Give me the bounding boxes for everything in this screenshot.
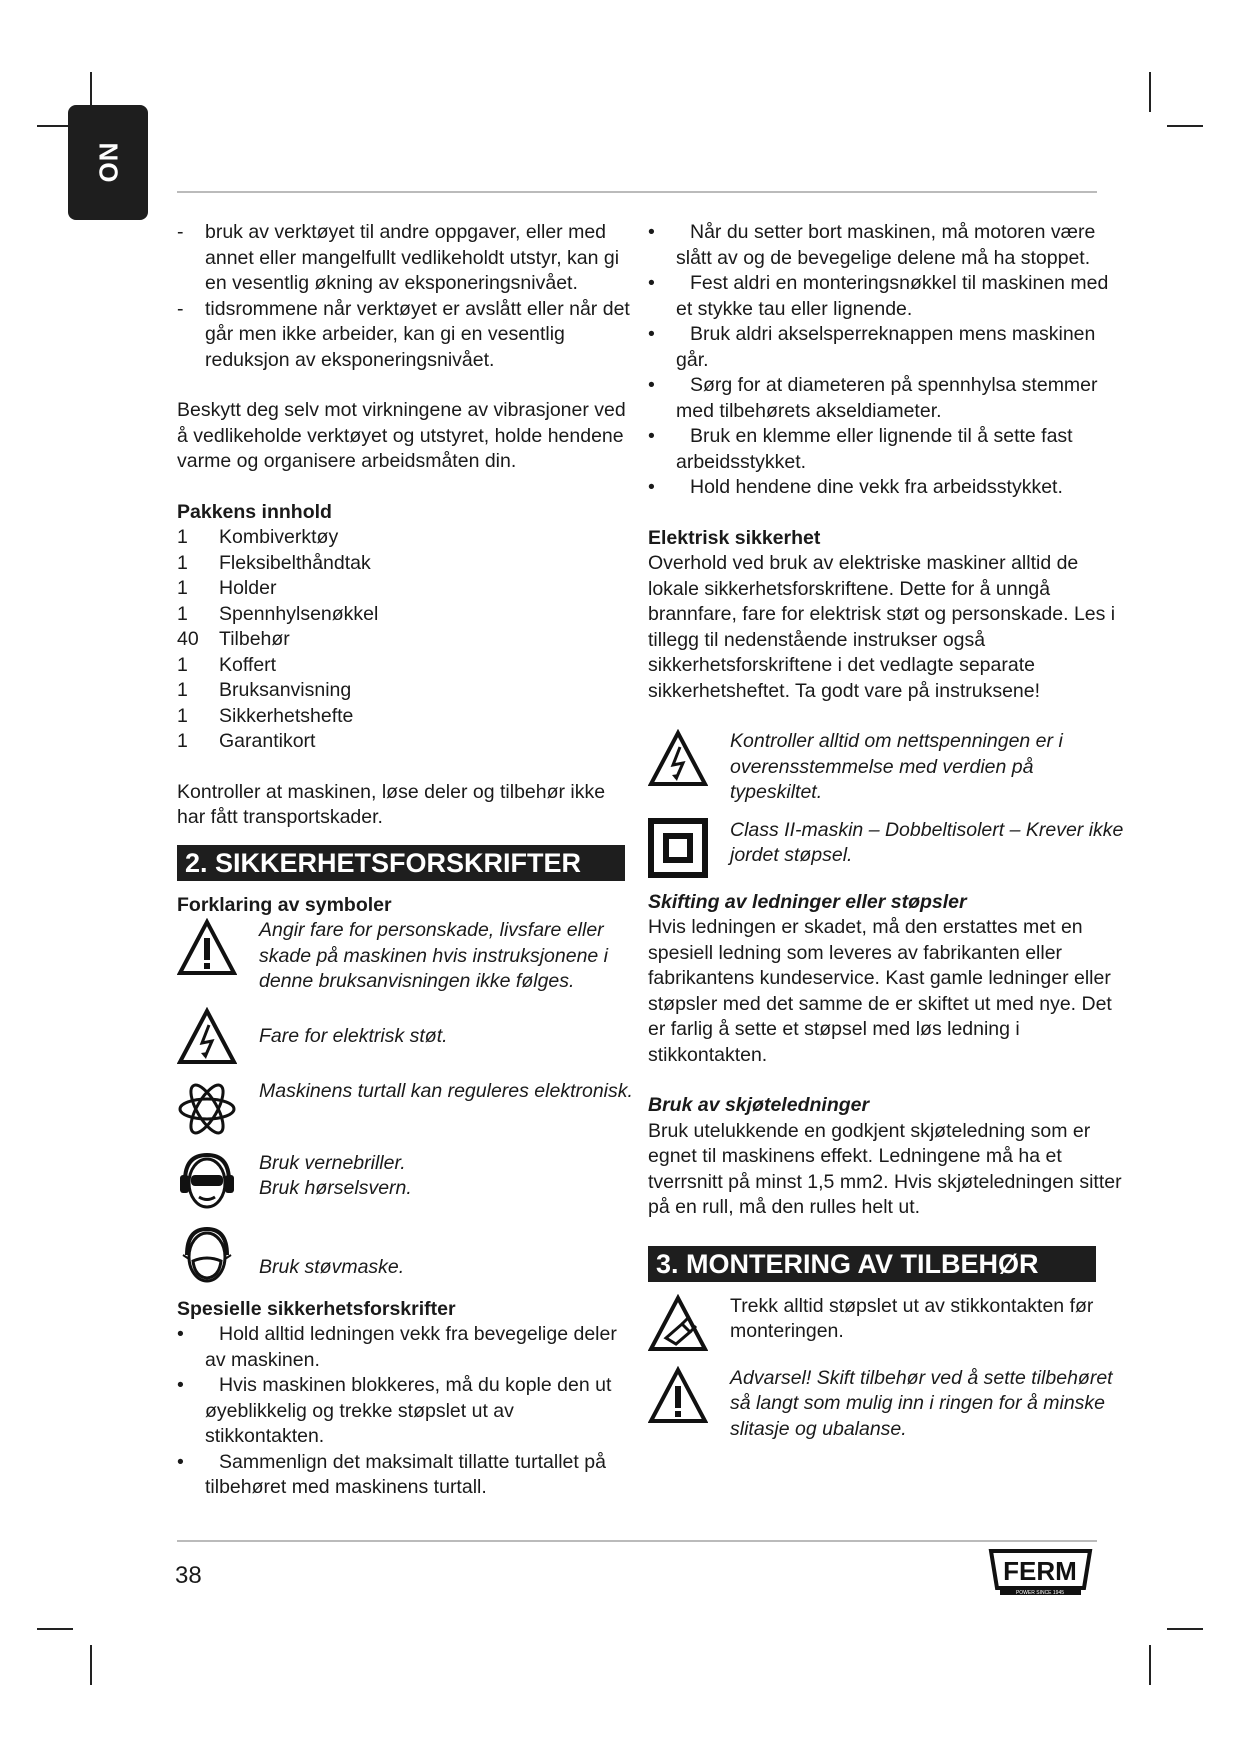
symbol-row	[177, 1079, 637, 1139]
electric-shock-icon	[177, 1007, 237, 1067]
footer-rule	[177, 1540, 1097, 1542]
section-2-title: 2. SIKKERHETSFORSKRIFTER	[177, 845, 625, 881]
bullet-item: • Fest aldri en monteringsnøkkel til maskinen med et stykke tau eller lignende.	[648, 272, 1109, 320]
symbol-text: Bruk støvmaske.	[259, 1255, 405, 1278]
symbol-row	[648, 1294, 1124, 1354]
package-item: 1 Spennhylsenøkkel	[177, 602, 379, 625]
transport-check-text: Kontroller at maskinen, løse deler og tilbehør ikke har fått transportskader.	[177, 780, 606, 828]
right-column	[648, 220, 1124, 1454]
crop-mark	[1149, 1645, 1151, 1685]
vibration-protect-text: Beskytt deg selv mot virkningene av vibrasjoner ved å vedlikeholde verktøyet og utstyret, holde hendene varme og organisere arbeidsmåten din.	[177, 399, 626, 472]
crop-mark	[37, 1628, 73, 1630]
extension-text: Bruk utelukkende en godkjent skjøteledning som er egnet til maskinens effekt. Ledningene må ha et tverrsnitt på minst 1,5 mm2. Hvis skjøteledningen sitter på en rull, må den rulles helt ut.	[648, 1119, 1122, 1218]
left-column	[177, 220, 637, 1501]
symbol-row	[648, 1366, 1124, 1443]
symbol-row	[177, 1007, 637, 1067]
special-item: • Hvis maskinen blokkeres, må du kople den ut øyeblikkelig og trekke støpslet ut av stikkontakten.	[177, 1374, 612, 1447]
bullet-item: • Hold hendene dine vekk fra arbeidsstykket.	[648, 476, 1063, 498]
warning-icon	[177, 918, 237, 978]
unplug-text: Trekk alltid støpslet ut av stikkontakten før monteringen.	[730, 1294, 1094, 1342]
warning-icon	[648, 1366, 708, 1426]
crop-mark	[1167, 1628, 1203, 1630]
electric-shock-icon	[648, 729, 708, 789]
special-item: • Hold alltid ledningen vekk fra bevegelige deler av maskinen.	[177, 1323, 617, 1371]
package-item: 1 Sikkerhetshefte	[177, 704, 354, 727]
electric-heading: Elektrisk sikkerhet	[648, 526, 821, 549]
symbol-text: Maskinens turtall kan reguleres elektronisk.	[259, 1079, 633, 1102]
header-rule	[177, 191, 1097, 193]
bullet-item: • Bruk aldri akselsperreknappen mens maskinen går.	[648, 323, 1096, 371]
package-heading: Pakkens innhold	[177, 500, 332, 523]
section-3-title: 3. MONTERING AV TILBEHØR	[648, 1246, 1096, 1282]
class2-text: Class II-maskin – Dobbeltisolert – Krever ikke jordet støpsel.	[730, 818, 1124, 866]
symbol-text: Bruk hørselsvern.	[259, 1177, 412, 1199]
goggles-earmuffs-icon	[177, 1151, 237, 1211]
dust-mask-icon	[177, 1225, 237, 1285]
symbol-row	[177, 1151, 637, 1211]
caution-text: Advarsel! Skift tilbehør ved å sette tilbehøret så langt som mulig inn i ringen for å minske slitasje og ubalanse.	[730, 1366, 1113, 1440]
special-heading: Spesielle sikkerhetsforskrifter	[177, 1297, 456, 1320]
symbol-text: Bruk vernebriller.	[259, 1151, 406, 1174]
language-tab	[68, 105, 148, 220]
special-item: • Sammenlign det maksimalt tillatte turtallet på tilbehøret med maskinens turtall.	[177, 1450, 606, 1498]
dash-item: - tidsrommene når verktøyet er avslått eller når det går men ikke arbeider, kan gi en vesentlig reduksjon av eksponeringsnivået.	[177, 297, 630, 371]
symbol-text: Angir fare for personskade, livsfare eller skade på maskinen hvis instruksjonene i denne bruksanvisningen ikke følges.	[259, 919, 609, 992]
crop-mark	[1167, 125, 1203, 127]
electric-text: Overhold ved bruk av elektriske maskiner alltid de lokale sikkerhetsforskriftene. Dette for å unngå brannfare, fare for elektrisk støt og personskade. Les i tillegg til nedenstående instrukser også sikkerhetsforskriftene i det vedlagte separate sikkerhetsheftet. Ta godt vare på instruksene!	[648, 552, 1116, 702]
crop-mark	[90, 1645, 92, 1685]
package-item: 1 Garantikort	[177, 730, 316, 752]
package-item: 1 Koffert	[177, 653, 277, 676]
bullet-item: • Bruk en klemme eller lignende til å sette fast arbeidsstykket.	[648, 425, 1073, 473]
voltage-text: Kontroller alltid om nettspenningen er i overensstemmelse med verdien på typeskiltet.	[730, 730, 1063, 803]
bullet-item: • Sørg for at diameteren på spennhylsa stemmer med tilbehørets akseldiameter.	[648, 374, 1098, 422]
logo-text: FERM	[1003, 1556, 1077, 1586]
logo-sub: POWER SINCE 1945	[1015, 1590, 1065, 1596]
symbol-row	[177, 918, 637, 995]
crop-mark	[1149, 72, 1151, 112]
cable-heading: Skifting av ledninger eller støpsler	[648, 890, 967, 913]
package-item: 40 Tilbehør	[177, 628, 290, 650]
ferm-logo	[988, 1548, 1093, 1596]
extension-heading: Bruk av skjøteledninger	[648, 1094, 870, 1116]
symbol-row	[648, 818, 1124, 878]
unplug-warning-icon	[648, 1294, 708, 1354]
package-item: 1 Holder	[177, 577, 277, 599]
symbol-row	[648, 729, 1124, 806]
bullet-item: • Når du setter bort maskinen, må motoren være slått av og de bevegelige delene må ha stoppet.	[648, 221, 1096, 269]
symbols-heading: Forklaring av symboler	[177, 893, 392, 916]
package-item: 1 Kombiverktøy	[177, 526, 339, 548]
class2-double-insulation-icon	[648, 818, 708, 878]
symbol-row	[177, 1225, 637, 1285]
language-label: NO	[93, 142, 124, 183]
page-number: 38	[175, 1562, 202, 1589]
package-item: 1 Fleksibelthåndtak	[177, 551, 371, 574]
dash-item: - bruk av verktøyet til andre oppgaver, eller med annet eller mangelfullt vedlikeholdt utstyr, kan gi en vesentlig økning av eksponeringsnivået.	[177, 221, 620, 294]
atom-speed-icon	[177, 1079, 237, 1139]
cable-text: Hvis ledningen er skadet, må den erstattes met en spesiell ledning som leveres av fabrikanten eller fabrikantens kundeservice. Kast gamle ledninger eller støpsler med det samme de er skiftet ut med nye. Det er farlig å sette et støpsel med løs ledning i stikkontakten.	[648, 916, 1112, 1066]
package-item: 1 Bruksanvisning	[177, 679, 352, 701]
symbol-text: Fare for elektrisk støt.	[259, 1024, 448, 1047]
